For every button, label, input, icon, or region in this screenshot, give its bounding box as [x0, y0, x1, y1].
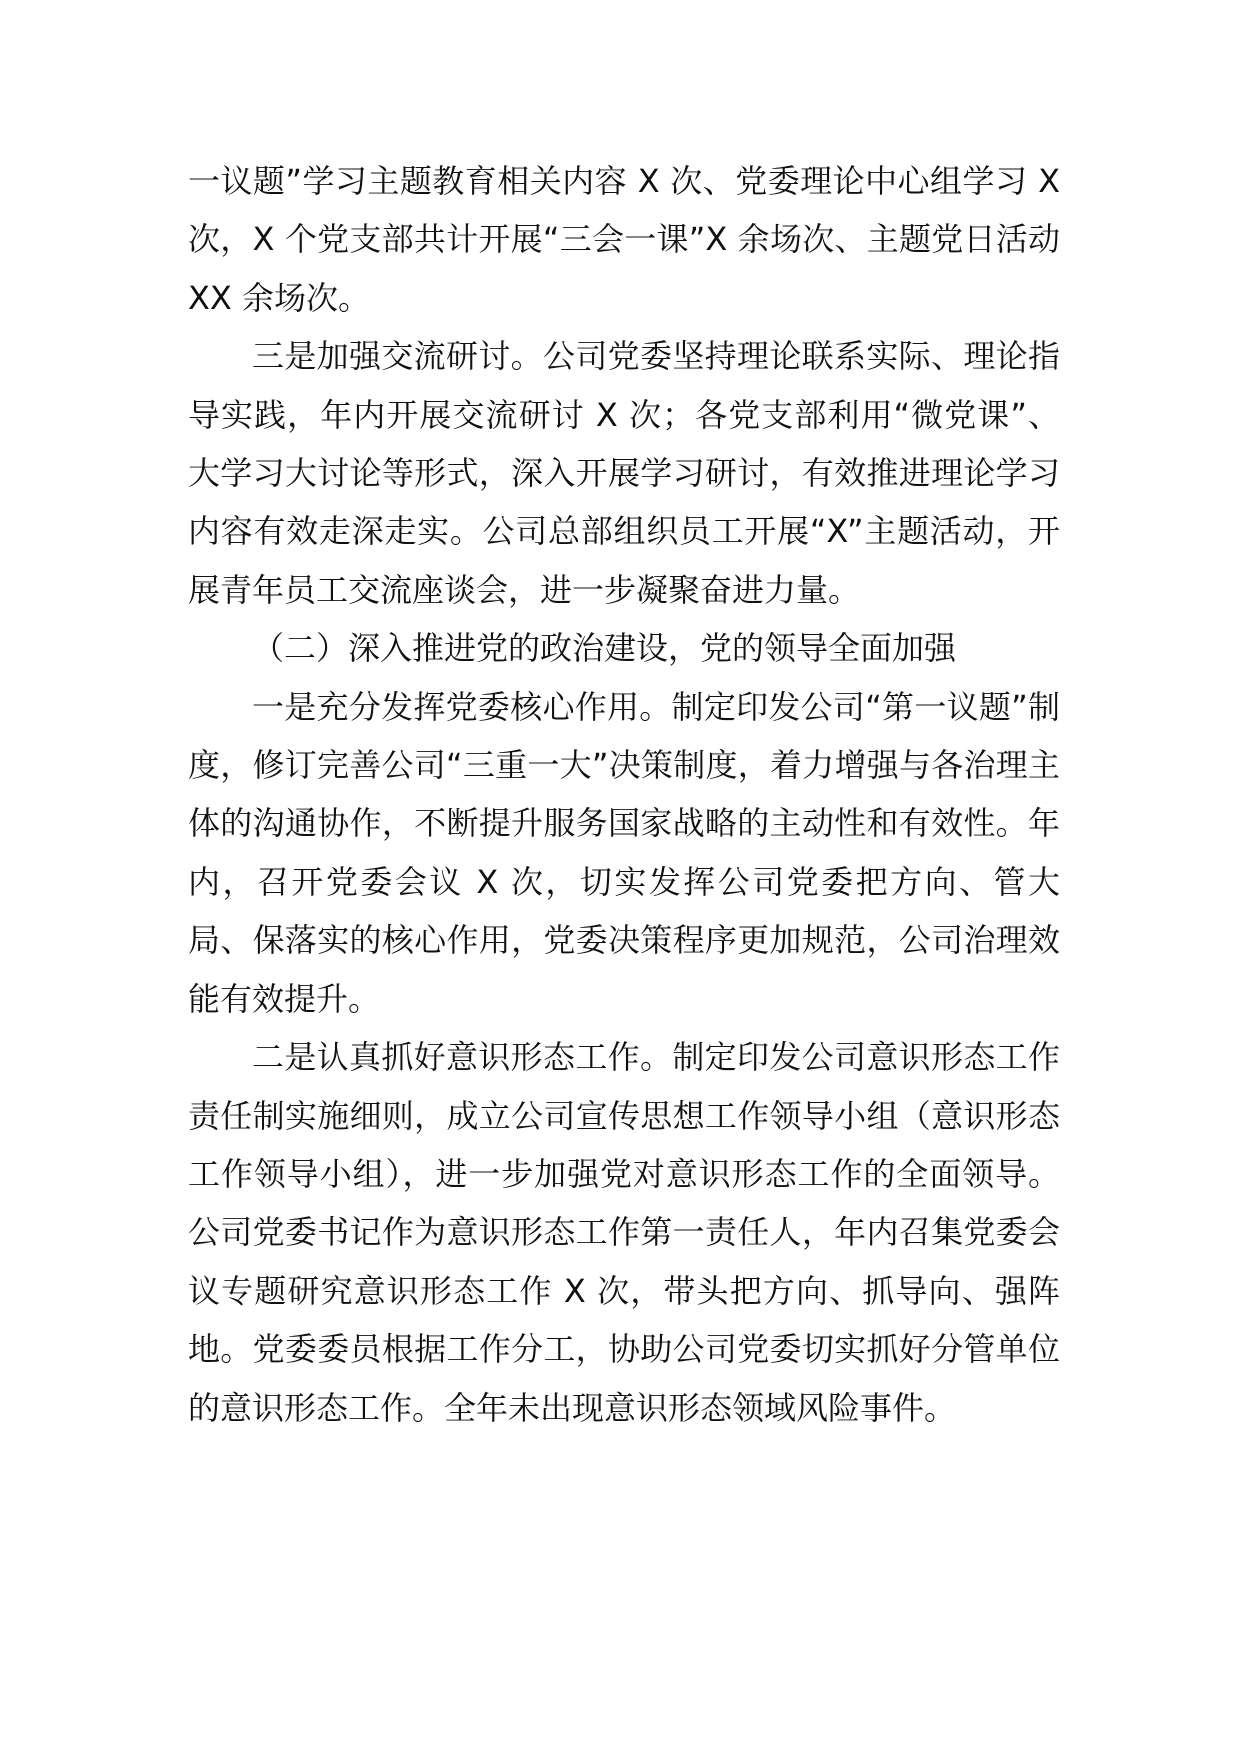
section-heading: （二）深入推进党的政治建设，党的领导全面加强: [252, 629, 957, 668]
paragraph-ideology-work: 二是认真抓好意识形态工作。制定印发公司意识形态工作责任制实施细则，成立公司宣传思想工作领导小组（意识形态工作领导小组），进一步加强党对意识形态工作的全面领导。公司党委书记作为意识形态工作第一责任人，年内召集党委会议专题研究意识形态工作 X 次，带头把方向、抓导向、强阵地。党委委员根据工作分工，协助公司党委切实抓好分管单位的意识形态工作。全年未出现意识形态领域风险事件。: [188, 1038, 1060, 1427]
document-body: [188, 152, 1060, 1437]
paragraph-party-committee-core: 一是充分发挥党委核心作用。制定印发公司“第一议题”制度，修订完善公司“三重一大”决策制度，着力增强与各治理主体的沟通协作，不断提升服务国家战略的主动性和有效性。年内，召开党委会议 X 次，切实发挥公司党委把方向、管大局、保落实的核心作用，党委决策程序更加规范，公司治理效能有效提升。: [188, 687, 1060, 1018]
paragraph-exchange-discussion: 三是加强交流研讨。公司党委坚持理论联系实际、理论指导实践，年内开展交流研讨 X 次；各党支部利用“微党课”、大学习大讨论等形式，深入开展学习研讨，有效推进理论学习内容有效走深走实。公司总部组织员工开展“X”主题活动，开展青年员工交流座谈会，进一步凝聚奋进力量。: [188, 337, 1060, 609]
paragraph-continuation: 一议题”学习主题教育相关内容 X 次、党委理论中心组学习 X 次，X 个党支部共计开展“三会一课”X 余场次、主题党日活动 XX 余场次。: [188, 162, 1060, 317]
